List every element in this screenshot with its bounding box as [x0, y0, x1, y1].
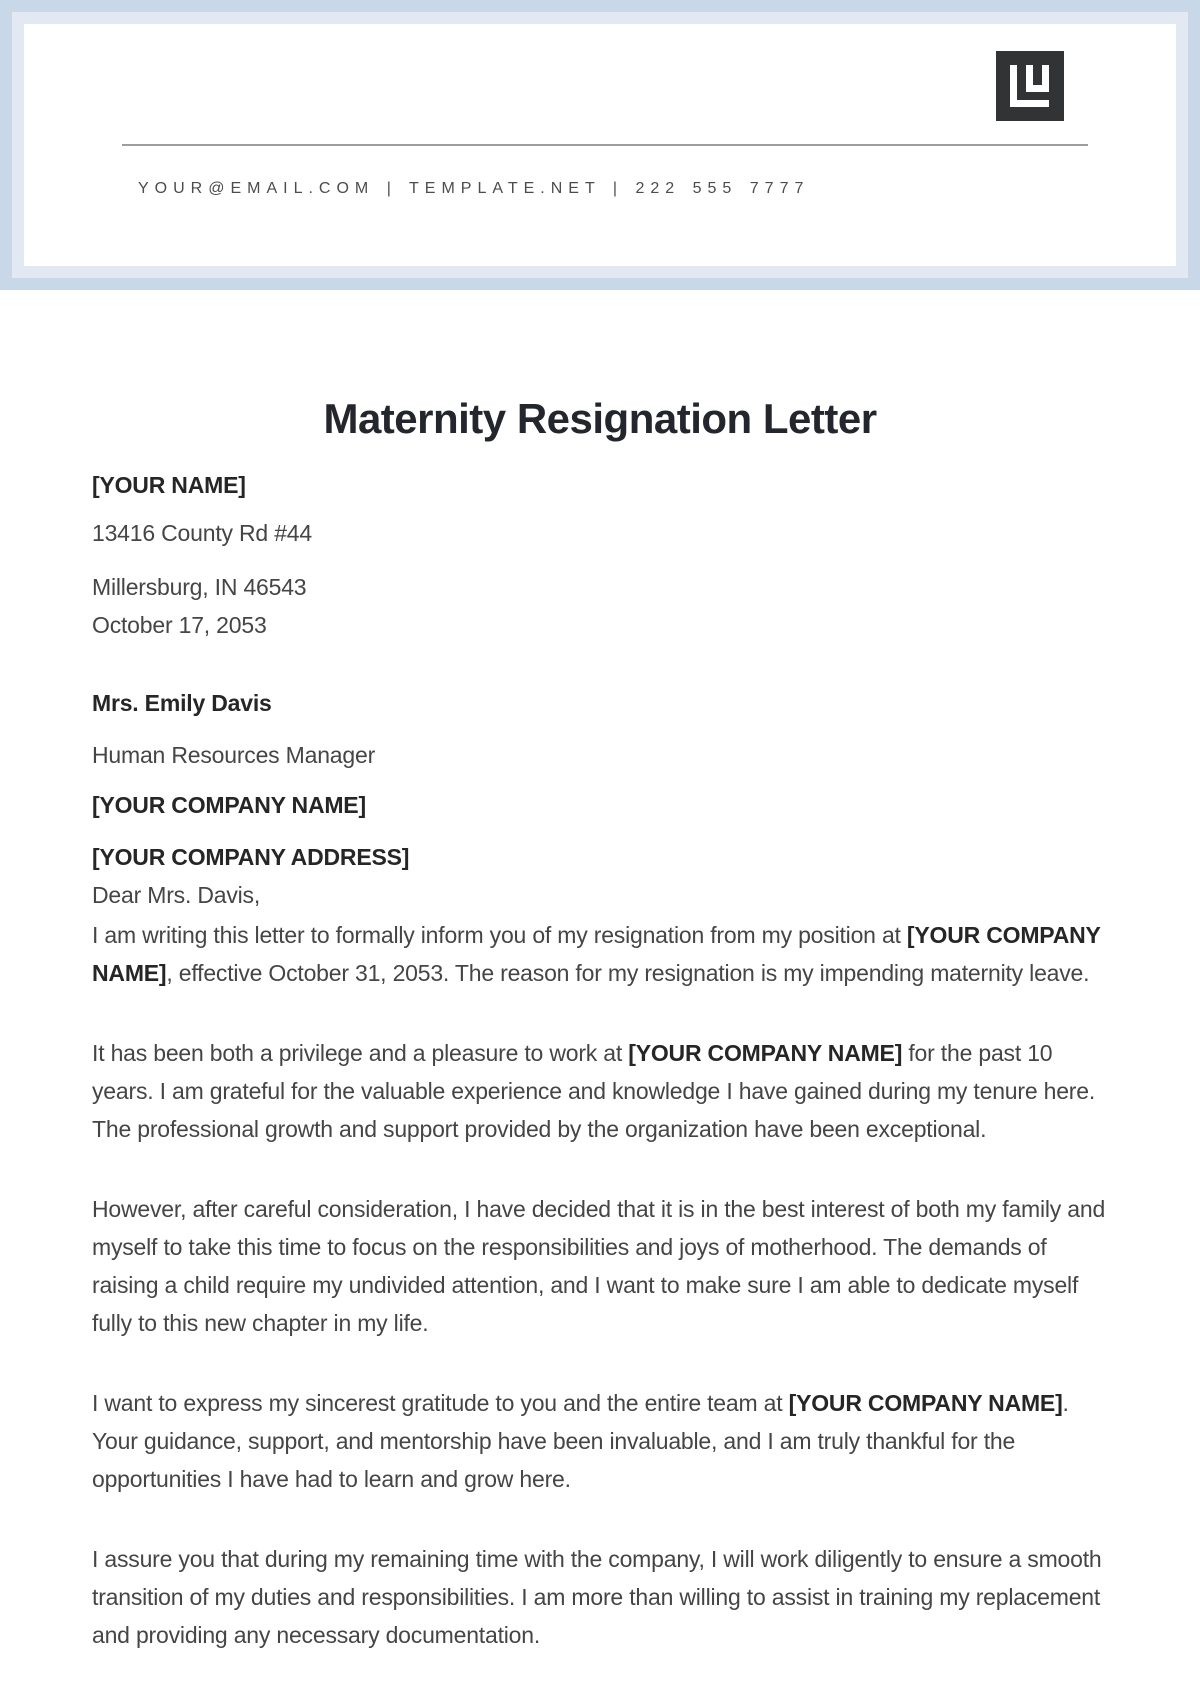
paragraph-text: I am writing this letter to formally inform you of my resignation from my position at	[92, 922, 907, 948]
letterhead-frame	[0, 0, 1200, 290]
paragraph-text: However, after careful consideration, I have decided that it is in the best interest of both my family and myself to take this time to focus on the responsibilities and joys of motherhood. The demands of raising a child require my undivided attention, and I want to make sure I am able to dedicate myself fully to this new chapter in my life.	[92, 1196, 1106, 1336]
letter-date: October 17, 2053	[92, 612, 267, 638]
sender-name: [YOUR NAME]	[92, 472, 246, 498]
sender-address-line2: Millersburg, IN 46543	[92, 574, 307, 600]
letter-paragraph	[92, 1540, 1108, 1654]
sender-block	[92, 466, 1108, 644]
letter-paragraph	[92, 1384, 1108, 1498]
salutation: Dear Mrs. Davis,	[92, 882, 261, 908]
placeholder-bold-text: [YOUR COMPANY NAME]	[788, 1390, 1063, 1416]
letterhead-panel	[24, 24, 1176, 266]
letterhead-frame-inner	[12, 12, 1188, 278]
recipient-company-address: [YOUR COMPANY ADDRESS]	[92, 844, 410, 870]
lu-monogram-icon	[996, 51, 1064, 121]
recipient-company: [YOUR COMPANY NAME]	[92, 792, 366, 818]
letter-paragraph	[92, 1034, 1108, 1148]
placeholder-bold-text: [YOUR COMPANY NAME]	[92, 922, 1101, 986]
recipient-block	[92, 684, 1108, 876]
placeholder-bold-text: [YOUR COMPANY NAME]	[628, 1040, 903, 1066]
paragraph-text: I assure you that during my remaining time with the company, I will work diligently to ensure a smooth transition of my duties and responsibilities. I am more than willing to assist in training my replacement and providing any necessary documentation.	[92, 1546, 1102, 1648]
document-title: Maternity Resignation Letter	[323, 395, 877, 442]
letter-paragraphs	[92, 916, 1108, 1654]
sender-address-line1: 13416 County Rd #44	[92, 520, 312, 546]
paragraph-text: , effective October 31, 2053. The reason for my resignation is my impending maternity leave.	[166, 960, 1090, 986]
letter-document	[0, 396, 1200, 1654]
paragraph-text: It has been both a privilege and a pleasure to work at	[92, 1040, 629, 1066]
recipient-name: Mrs. Emily Davis	[92, 690, 272, 716]
header-divider	[122, 144, 1088, 146]
contact-line: YOUR@EMAIL.COM | TEMPLATE.NET | 222 555 7777	[138, 180, 810, 197]
recipient-title: Human Resources Manager	[92, 742, 376, 768]
letter-paragraph	[92, 916, 1108, 992]
letter-paragraph	[92, 1190, 1108, 1342]
paragraph-text: . Your guidance, support, and mentorship have been invaluable, and I am truly thankful for the opportunities I have had to learn and grow here.	[92, 1390, 1069, 1492]
paragraph-text: for the past 10 years. I am grateful for the valuable experience and knowledge I have gained during my tenure here. The professional growth and support provided by the organization have been exceptional.	[92, 1040, 1096, 1142]
paragraph-text: I want to express my sincerest gratitude to you and the entire team at	[92, 1390, 789, 1416]
